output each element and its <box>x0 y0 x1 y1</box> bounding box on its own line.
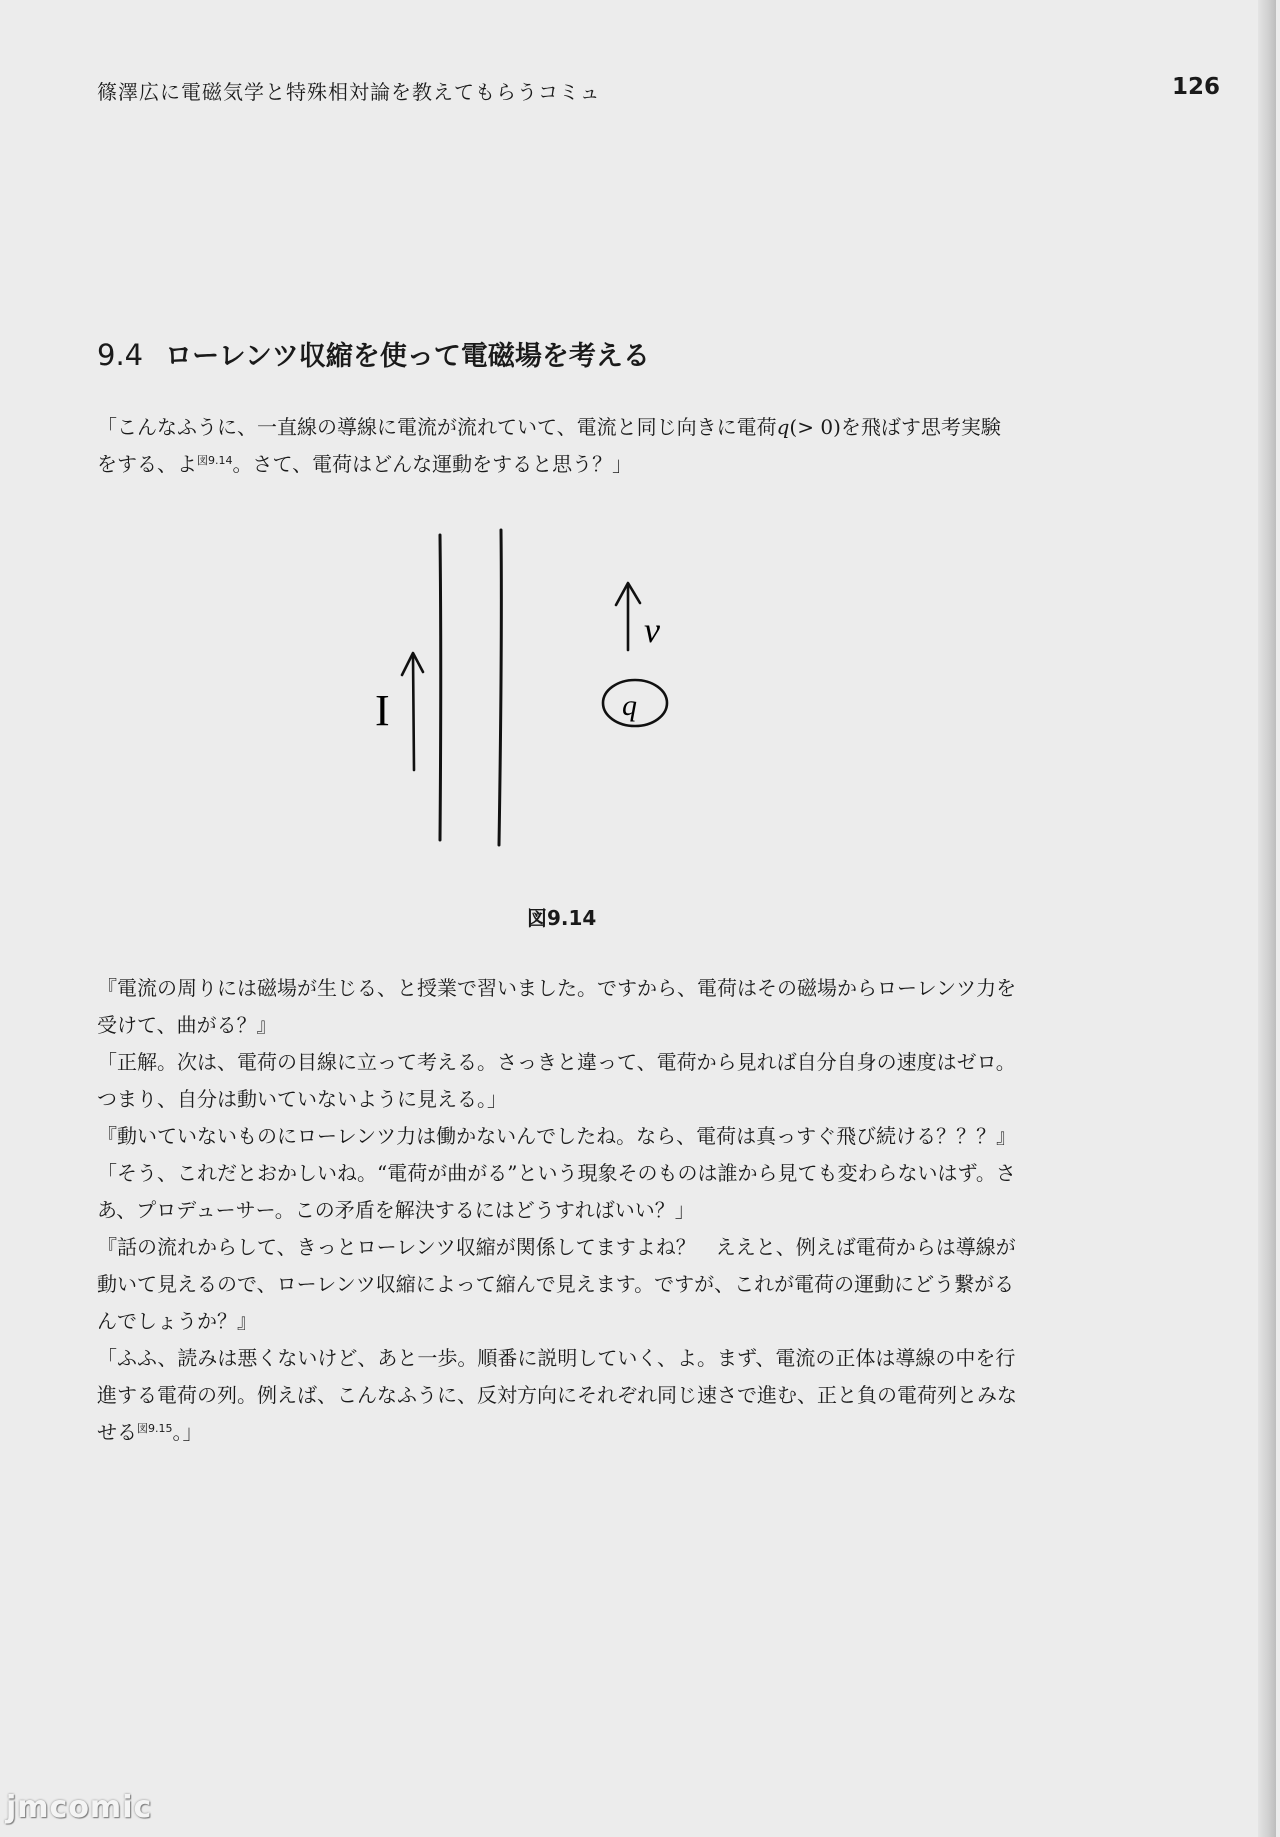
current-arrow-icon <box>413 655 414 770</box>
section-title: ローレンツ収縮を使って電磁場を考える <box>165 341 650 372</box>
dialogue-line <box>97 1340 1017 1451</box>
wire-left-line <box>440 535 441 840</box>
page-number: 126 <box>1172 74 1221 100</box>
wire-right-line <box>499 530 501 845</box>
watermark-logo: jmcomic <box>6 1790 153 1825</box>
intro-paragraph <box>97 409 1017 483</box>
dialogue-line: 「正解。次は、電荷の目線に立って考える。さっきと違って、電荷から見れば自分自身の速度はゼロ。つまり、自分は動いていないように見える。」 <box>97 1050 1016 1111</box>
figure-reference: 図9.14 <box>197 454 233 467</box>
dialogue-block <box>97 970 1017 1451</box>
page-edge-shadow <box>1258 0 1276 1837</box>
velocity-label: v <box>644 610 660 650</box>
current-label: I <box>375 686 390 735</box>
dialogue-line: 「そう、これだとおかしいね。“電荷が曲がる”という現象そのものは誰から見ても変わらないはず。さあ、プロデューサー。この矛盾を解決するにはどうすればいい？」 <box>97 1161 1016 1222</box>
intro-text-2: (> 0)を飛ばす思考実験をする、よ <box>97 415 1001 476</box>
charge-label: q <box>622 689 637 722</box>
intro-text-3: 。さて、電荷はどんな運動をすると思う？」 <box>232 452 633 476</box>
dialogue-line: 『動いていないものにローレンツ力は働かないんでしたね。なら、電荷は真っすぐ飛び続ける？？？』 <box>97 1124 1017 1148</box>
dialogue-text-end: 。」 <box>172 1420 203 1444</box>
charge-symbol: q <box>776 415 790 439</box>
dialogue-line: 『話の流れからして、きっとローレンツ収縮が関係してますよね？ ええと、例えば電荷からは導線が動いて見えるので、ローレンツ収縮によって縮んで見えます。ですが、これが電荷の運動にどう繋がるんでしょうか？』 <box>97 1235 1016 1333</box>
figure-9-14 <box>340 520 720 860</box>
figure-caption: 図9.14 <box>527 906 597 930</box>
running-title: 篠澤広に電磁気学と特殊相対論を教えてもらうコミュ <box>97 80 601 104</box>
dialogue-text: 「ふふ、読みは悪くないけど、あと一歩。順番に説明していく、よ。まず、電流の正体は導線の中を行進する電荷の列。例えば、こんなふうに、反対方向にそれぞれ同じ速さで進む、正と負の電荷列とみなせる <box>97 1346 1017 1444</box>
section-number: 9.4 <box>97 338 144 372</box>
figure-reference: 図9.15 <box>137 1422 173 1435</box>
section-heading <box>97 334 650 373</box>
dialogue-line: 『電流の周りには磁場が生じる、と授業で習いました。ですから、電荷はその磁場からローレンツ力を受けて、曲がる？』 <box>97 976 1017 1037</box>
intro-text-1: 「こんなふうに、一直線の導線に電流が流れていて、電流と同じ向きに電荷 <box>97 415 777 439</box>
